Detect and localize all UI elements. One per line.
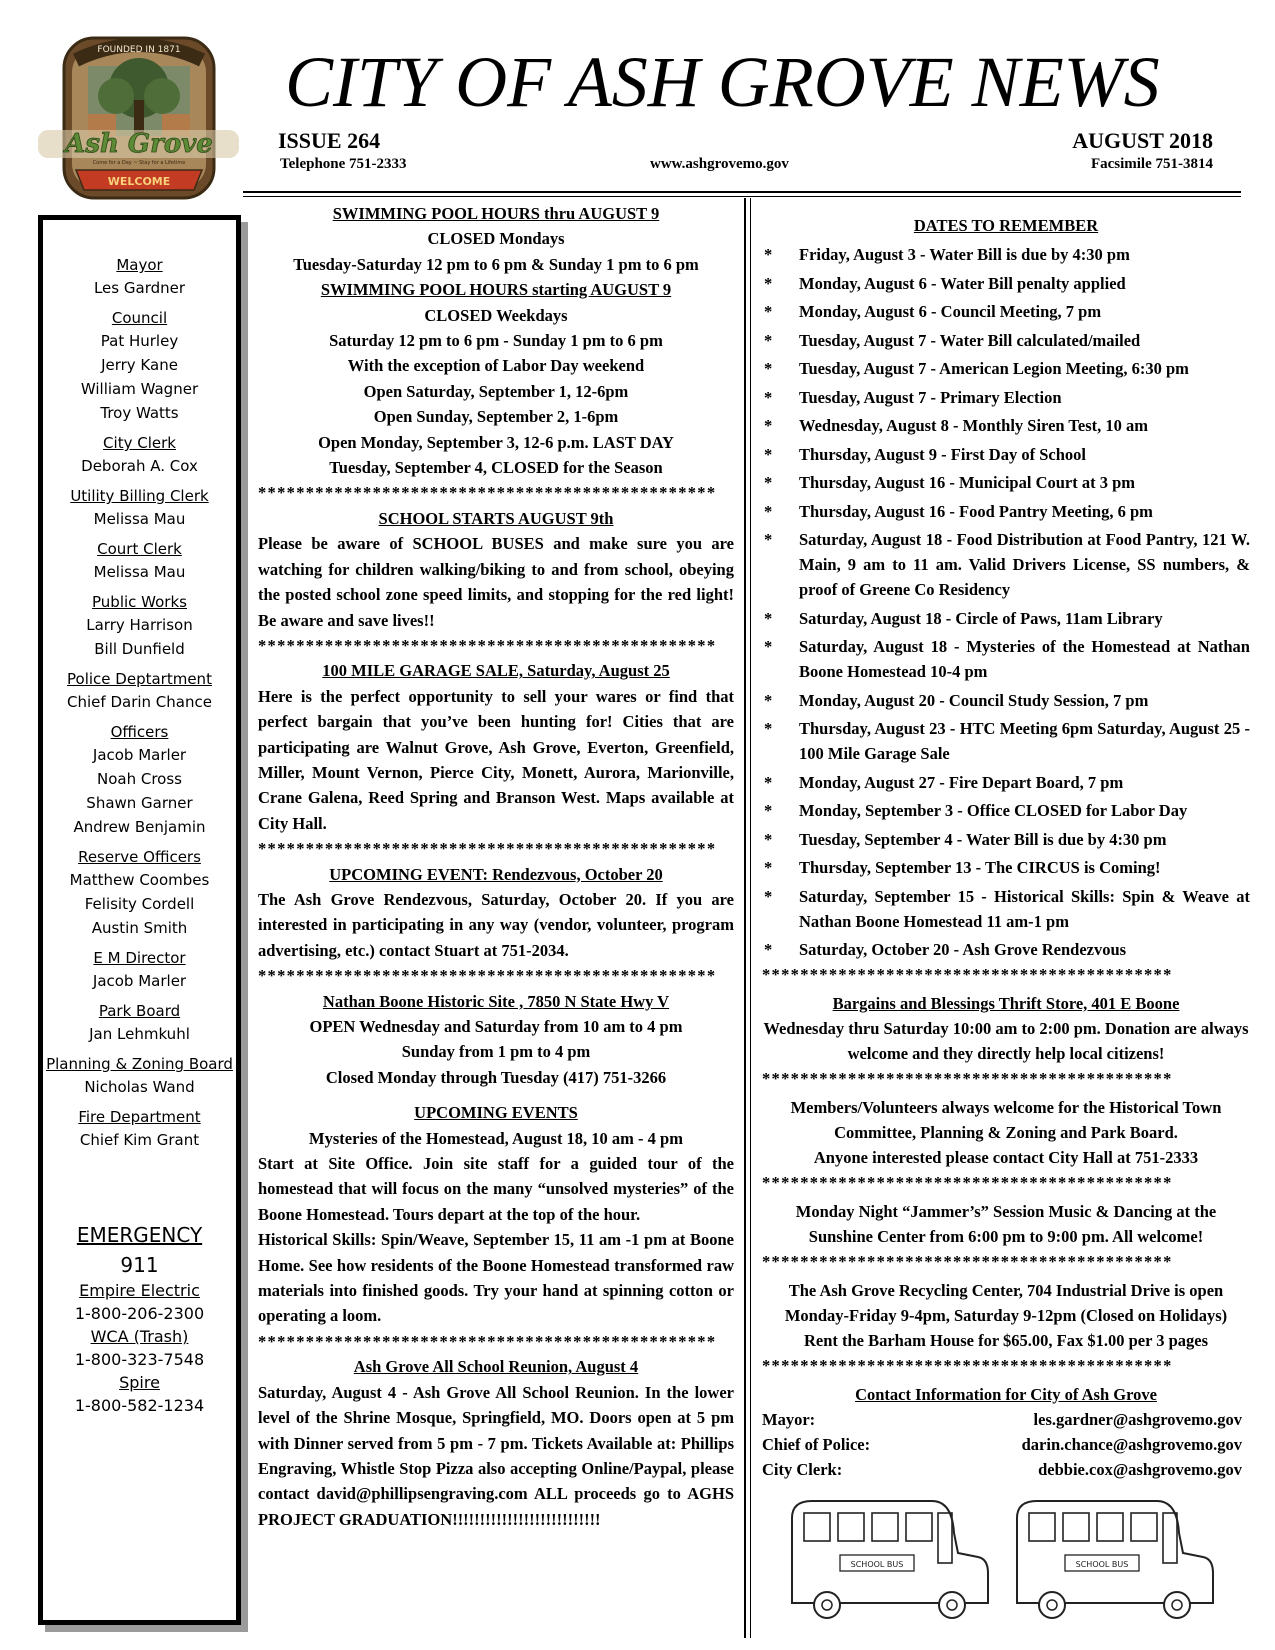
date-item [762,634,1250,684]
thrift-heading: Bargains and Blessings Thrift Store, 401 E Boone [832,993,1180,1013]
official-title: Council [111,309,168,327]
official-title: Police Deptartment [67,670,212,688]
pool-hours-section [258,201,734,480]
bullet-asterisk: * [764,637,773,656]
star-separator: ******************************************* [762,964,1173,984]
contact-role: Chief of Police: [762,1434,871,1454]
emergency-title: EMERGENCY [76,1223,203,1247]
volunteers-contact: Anyone interested please contact City Hall at 751-2333 [813,1147,1199,1167]
garage-sale-section [258,658,734,836]
contact-row [762,1457,1250,1482]
date-text: Tuesday, August 7 - Primary Election [799,387,1062,407]
official-group [43,591,236,661]
contact-email[interactable]: debbie.cox@ashgrovemo.gov [1038,1459,1242,1479]
utility-name: Empire Electric [79,1281,200,1300]
official-name: Bill Dunfield [94,640,185,658]
boone-site-section [258,989,734,1091]
date-item [762,827,1250,852]
svg-text:SCHOOL BUS: SCHOOL BUS [850,1560,904,1569]
date-item [762,716,1250,766]
reunion-body: Saturday, August 4 - Ash Grove All School Reunion. In the lower level of the Shrine Mosque, Springfield, MO. Doors open at 5 pm with Dinner served from 5 pm - 7 pm. Tickets Available at: Phillips Engraving, Whistle Stop Pizza also accepting Online/Paypal, please contact david@phillipsengraving.com ALL proceeds go to AGHS PROJECT GRADUATION!!!!!!!!!!!!!!!!!!!!!!!!!!! [258,1382,734,1529]
official-name: Chief Kim Grant [79,1131,200,1149]
bullet-asterisk: * [764,940,773,959]
utility-phone: 1-800-206-2300 [74,1304,205,1323]
recycling-text: The Ash Grove Recycling Center, 704 Industrial Drive is open Monday-Friday 9-4pm, Saturday 9-12pm (Closed on Holidays) [784,1280,1228,1325]
date-text: Tuesday, August 7 - Water Bill calculated/mailed [799,330,1141,350]
events-heading: UPCOMING EVENTS [414,1103,578,1123]
official-name: Jacob Marler [92,746,187,764]
date-item [762,442,1250,467]
svg-text:WELCOME: WELCOME [107,175,171,188]
official-group [43,1106,236,1152]
date-text: Thursday, August 9 - First Day of School [799,444,1086,464]
pool-line: Open Saturday, September 1, 12-6pm [363,381,629,401]
official-name: Pat Hurley [100,332,179,350]
official-group [43,947,236,993]
official-name: Chief Darin Chance [67,693,212,711]
pool-line: Open Sunday, September 2, 1-6pm [373,407,619,427]
date-text: Monday, September 3 - Office CLOSED for Labor Day [799,801,1188,820]
thrift-store-section [762,991,1250,1066]
events-paragraph-2: Historical Skills: Spin/Weave, September 15, 11 am -1 pm at Boone Home. See how residents of the Boone Homestead transformed raw materials into finished goods. Try your hand at spinning cotton or operating a loom. [258,1230,734,1326]
telephone: Telephone 751-2333 [280,156,407,172]
upcoming-events-section [258,1100,734,1329]
date-text: Monday, August 6 - Council Meeting, 7 pm [799,302,1102,321]
official-name: Noah Cross [97,770,182,788]
officials-list [43,254,236,1152]
star-separator: ************************************************ [258,1331,717,1351]
jammers-text: Monday Night “Jammer’s” Session Music & Dancing at the Sunshine Center from 6:00 pm to 9:00 pm. All welcome! [795,1201,1217,1246]
date-item [762,299,1250,324]
ash-grove-logo [36,30,241,205]
date-item [762,770,1250,795]
official-title: Park Board [98,1002,181,1020]
school-section [258,506,734,633]
utility-phone: 1-800-323-7548 [74,1350,205,1369]
bullet-asterisk: * [764,772,773,792]
official-name: Larry Harrison [86,616,193,634]
official-title: Utility Billing Clerk [70,487,209,505]
star-separator: ************************************************ [258,483,717,503]
bullet-asterisk: * [764,359,773,378]
date-item [762,606,1250,631]
star-separator: ************************************************ [258,966,717,986]
contact-row [762,1407,1250,1432]
date-text: Tuesday, September 4 - Water Bill is due by 4:30 pm [799,829,1167,849]
thrift-body: Wednesday thru Saturday 10:00 am to 2:00 pm. Donation are always welcome and they directly help local citizens! [763,1018,1249,1063]
official-name: Melissa Mau [93,563,186,581]
facsimile: Facsimile 751-3814 [1090,156,1213,172]
bullet-asterisk: * [764,302,773,321]
officials-sidebar [38,215,241,1625]
garage-sale-heading: 100 MILE GARAGE SALE, Saturday, August 25 [322,661,670,681]
pool-line: With the exception of Labor Day weekend [347,356,645,376]
contact-email[interactable]: les.gardner@ashgrovemo.gov [1033,1409,1242,1429]
bullet-asterisk: * [764,416,773,435]
contact-heading: Contact Information for City of Ash Grove [855,1384,1157,1404]
bullet-asterisk: * [764,473,773,492]
official-title: Court Clerk [97,540,182,558]
official-group [43,254,236,300]
official-title: Mayor [116,256,163,274]
boone-line: OPEN Wednesday and Saturday from 10 am to 4 pm [309,1017,683,1036]
pool-line: Saturday 12 pm to 6 pm - Sunday 1 pm to 6 pm [329,331,663,351]
utility-phone: 1-800-582-1234 [74,1396,205,1415]
date-item [762,855,1250,880]
emergency-section [43,1220,236,1418]
official-title: E M Director [93,949,186,967]
main-column [258,201,734,1532]
school-bus-icon [792,1501,988,1618]
official-group [43,1053,236,1099]
date-text: Monday, August 20 - Council Study Session, 7 pm [799,690,1149,710]
contact-row [762,1432,1250,1457]
volunteers-section [762,1095,1250,1170]
star-separator: ******************************************* [762,1172,1173,1192]
date-item [762,527,1250,602]
school-bus-icon [1017,1501,1213,1618]
official-group [43,1000,236,1046]
bullet-asterisk: * [764,530,773,549]
date-item [762,798,1250,823]
pool-line: CLOSED Mondays [427,229,565,249]
official-name: Melissa Mau [93,510,186,528]
pool-heading-2: SWIMMING POOL HOURS starting AUGUST 9 [320,280,672,300]
official-group [43,538,236,584]
events-first-line: Mysteries of the Homestead, August 18, 10 am - 4 pm [309,1128,683,1148]
bullet-asterisk: * [764,501,773,521]
utility-contacts [43,1280,236,1418]
official-name: Shawn Garner [86,794,193,812]
official-group [43,846,236,940]
date-text: Saturday, August 18 - Mysteries of the Homestead at Nathan Boone Homestead 10-4 pm [799,637,1250,681]
recycling-section [762,1278,1250,1353]
pool-heading-1: SWIMMING POOL HOURS thru AUGUST 9 [332,204,660,223]
column-divider-thin [750,198,751,1638]
date-text: Saturday, October 20 - Ash Grove Rendezvous [799,940,1127,959]
date-item [762,470,1250,495]
official-name: Jerry Kane [101,356,178,374]
date-text: Saturday, September 15 - Historical Skills: Spin & Weave at Nathan Boone Homestead 11 am-1 pm [799,886,1250,931]
official-group [43,307,236,425]
bullet-asterisk: * [764,690,773,710]
date-item [762,385,1250,410]
volunteers-text: Members/Volunteers always welcome for the Historical Town Committee, Planning & Zoning and Park Board. [790,1097,1222,1142]
school-body: Please be aware of SCHOOL BUSES and make sure you are watching for children walking/biking to and from school, obeying the posted school zone speed limits, and stopping for the red light! Be aware and save lives!! [258,534,734,630]
date-item [762,413,1250,438]
utility-name: Spire [119,1373,160,1392]
star-separator: ************************************************ [258,635,717,655]
date-text: Thursday, August 16 - Food Pantry Meeting, 6 pm [799,501,1153,521]
official-name: Matthew Coombes [69,871,210,889]
official-title: Planning & Zoning Board [46,1055,233,1073]
school-bus-illustrations [782,1493,1252,1633]
official-title: Reserve Officers [78,848,201,866]
reunion-section [258,1354,734,1532]
bullet-asterisk: * [764,608,773,628]
official-name: Felisity Cordell [84,895,195,913]
official-title: City Clerk [103,434,176,452]
boone-line: Closed Monday through Tuesday (417) 751-3266 [325,1067,667,1087]
official-title: Fire Department [78,1108,201,1126]
contact-email[interactable]: darin.chance@ashgrovemo.gov [1021,1434,1242,1454]
garage-sale-body: Here is the perfect opportunity to sell your wares or find that perfect bargain that you’ve been hunting for! Cities that are participating are Walnut Grove, Ash Grove, Everton, Greenfield, Miller, Mount Vernon, Pierce City, Monett, Aurora, Marionville, Crane Galena, Reed Spring and Branson West. Maps available at City Hall. [258,686,734,833]
bullet-asterisk: * [764,829,773,849]
date-text: Friday, August 3 - Water Bill is due by 4:30 pm [799,245,1130,264]
date-text: Thursday, August 23 - HTC Meeting 6pm Saturday, August 25 - 100 Mile Garage Sale [799,719,1250,763]
date-text: Monday, August 6 - Water Bill penalty applied [799,273,1126,293]
boone-heading: Nathan Boone Historic Site , 7850 N State Hwy V [322,991,670,1011]
official-name: Jan Lehmkuhl [89,1025,190,1043]
date-item [762,242,1250,267]
contact-table [762,1407,1250,1482]
dates-heading: DATES TO REMEMBER [913,216,1099,235]
official-name: Deborah A. Cox [81,457,198,475]
utility-name: WCA (Trash) [90,1327,189,1346]
bullet-asterisk: * [764,858,773,877]
svg-text:Ash Grove: Ash Grove [65,129,213,159]
pool-line: Tuesday-Saturday 12 pm to 6 pm & Sunday 1 pm to 6 pm [293,254,699,274]
date-item [762,356,1250,381]
official-name: Austin Smith [91,919,188,937]
star-separator: ******************************************* [762,1068,1173,1088]
contact-role: Mayor: [762,1409,816,1429]
rendezvous-heading: UPCOMING EVENT: Rendezvous, October 20 [329,864,663,884]
date-text: Wednesday, August 8 - Monthly Siren Test, 10 am [799,416,1149,435]
bullet-asterisk: * [764,886,773,906]
official-group [43,721,236,839]
right-column [762,213,1250,1482]
rendezvous-body: The Ash Grove Rendezvous, Saturday, October 20. If you are interested in participating in any way (vendor, volunteer, program advertising, etc.) contact Stuart at 751-2034. [258,889,734,960]
svg-text:Come for a Day ~ Stay for a Li: Come for a Day ~ Stay for a Lifetime [92,160,186,166]
dates-list [762,242,1250,962]
barham-house-text: Rent the Barham House for $65.00, Fax $1.00 per 3 pages [803,1330,1209,1350]
contact-info-section [762,1382,1250,1482]
bullet-asterisk: * [764,330,773,350]
date-text: Monday, August 27 - Fire Depart Board, 7 pm [799,772,1124,792]
date-text: Thursday, September 13 - The CIRCUS is Coming! [799,858,1161,877]
website: www.ashgrovemo.gov [650,156,789,172]
date-text: Thursday, August 16 - Municipal Court at 3 pm [799,473,1136,492]
date-text: Saturday, August 18 - Food Distribution at Food Pantry, 121 W. Main, 9 am to 11 am. Valid Drivers License, SS numbers, & proof of Greene Co Residency [799,530,1250,599]
star-separator: ******************************************* [762,1355,1173,1375]
bullet-asterisk: * [764,719,773,738]
date-item [762,499,1250,524]
official-name: Les Gardner [93,279,186,297]
bullet-asterisk: * [764,245,773,264]
official-group [43,668,236,714]
official-name: Andrew Benjamin [73,818,206,836]
emergency-number: 911 [120,1253,159,1277]
newsletter-title: CITY OF ASH GROVE NEWS [285,42,1160,122]
official-group [43,485,236,531]
date-item [762,688,1250,713]
reunion-heading: Ash Grove All School Reunion, August 4 [353,1357,639,1377]
column-divider [744,198,746,1638]
boone-line: Sunday from 1 pm to 4 pm [401,1042,591,1062]
official-name: Nicholas Wand [84,1078,195,1096]
svg-text:SCHOOL BUS: SCHOOL BUS [1075,1560,1129,1569]
official-title: Officers [110,723,169,741]
date-item [762,328,1250,353]
rendezvous-section [258,862,734,964]
date-item [762,937,1250,962]
events-paragraph-1: Start at Site Office. Join site staff for a guided tour of the homestead that will focus on the many “unsolved mysteries” of the Boone Homestead. Tours depart at the top of the hour. [258,1154,734,1224]
official-group [43,432,236,478]
school-heading: SCHOOL STARTS AUGUST 9th [378,508,614,528]
date-item [762,271,1250,296]
date-item [762,884,1250,934]
date-text: Saturday, August 18 - Circle of Paws, 11am Library [799,608,1163,628]
svg-text:FOUNDED IN 1871: FOUNDED IN 1871 [97,45,181,55]
pool-line: Open Monday, September 3, 12-6 p.m. LAST DAY [318,432,674,452]
official-title: Public Works [92,593,187,611]
issue-number: ISSUE 264 [278,128,381,153]
header-rule [243,191,1241,193]
bullet-asterisk: * [764,387,773,407]
star-separator: ******************************************* [762,1251,1173,1271]
pool-line: Tuesday, September 4, CLOSED for the Season [329,458,663,478]
bullet-asterisk: * [764,444,773,464]
pool-line: CLOSED Weekdays [424,305,568,325]
official-name: Jacob Marler [92,972,187,990]
official-name: William Wagner [80,380,199,398]
header-rule-thin [243,196,1241,197]
jammers-section [762,1199,1250,1249]
issue-date: AUGUST 2018 [1072,128,1213,153]
contact-role: City Clerk: [762,1459,843,1479]
star-separator: ************************************************ [258,839,717,859]
date-text: Tuesday, August 7 - American Legion Meeting, 6:30 pm [799,359,1189,378]
official-name: Troy Watts [100,404,179,422]
bullet-asterisk: * [764,801,773,820]
bullet-asterisk: * [764,273,773,293]
